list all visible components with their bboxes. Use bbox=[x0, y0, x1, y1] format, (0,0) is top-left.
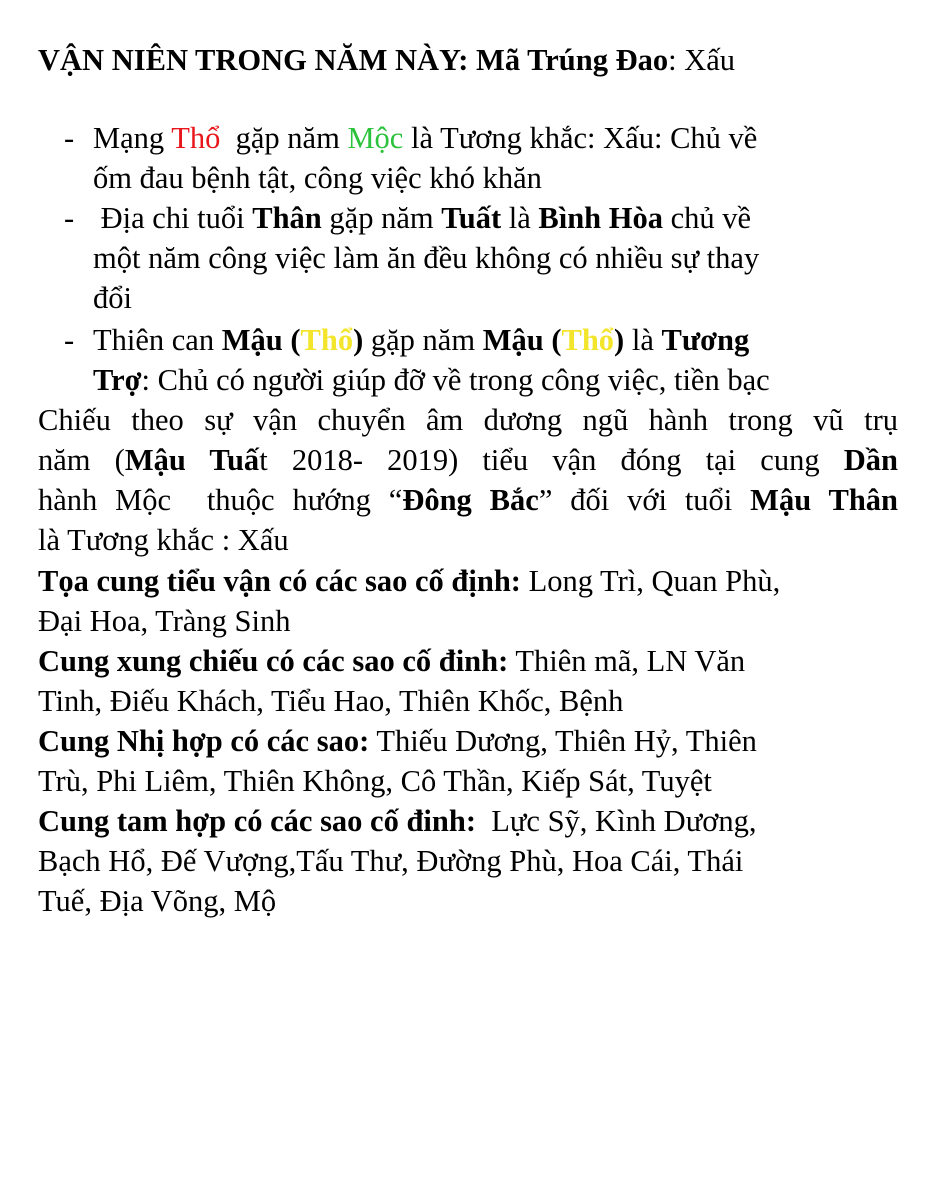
bullet-3-bold-tro: Trợ bbox=[93, 363, 142, 397]
bullet-3-text-c: là bbox=[624, 323, 662, 357]
section-4-label: Cung tam hợp có các sao cố đinh: bbox=[38, 804, 476, 838]
bullet-3-text-b: gặp năm bbox=[363, 323, 483, 357]
para-bold-mau-tuat: Mậu Tuấ bbox=[124, 443, 260, 477]
para-bold-dan: Dần bbox=[843, 443, 898, 477]
bullet-2-bold-than: Thân bbox=[252, 201, 322, 235]
section-1-label: Tọa cung tiểu vận có các sao cố định: bbox=[38, 564, 521, 598]
section-2-line-2: Tinh, Điếu Khách, Tiểu Hao, Thiên Khốc, Bệnh bbox=[38, 684, 624, 718]
section-1-text: Long Trì, Quan Phù, bbox=[520, 564, 781, 598]
title-name: Mã Trúng Đao bbox=[476, 43, 669, 77]
bullet-3-line-2 bbox=[93, 360, 770, 400]
bullet-1-text-c: là Tương khắc: Xấu: Chủ về bbox=[403, 121, 758, 155]
section-1-line-2: Đại Hoa, Tràng Sinh bbox=[38, 604, 291, 638]
title-label: VẬN NIÊN TRONG NĂM NÀY: bbox=[38, 43, 469, 77]
para-line-4: là Tương khắc : Xấu bbox=[38, 523, 289, 557]
para-text-c: hành Mộc thuộc hướng “ bbox=[38, 483, 403, 517]
bullet-3-bold-mau-1: Mậu ( bbox=[221, 323, 301, 357]
title-sep: : bbox=[668, 43, 677, 77]
bullet-dash-3: - bbox=[64, 323, 75, 357]
section-4-line-2: Bạch Hổ, Đế Vượng,Tấu Thư, Đường Phù, Hoa Cái, Thái bbox=[38, 844, 744, 878]
bullet-3-text-a: Thiên can bbox=[93, 323, 222, 357]
bullet-2-bold-binh-hoa: Bình Hòa bbox=[538, 201, 663, 235]
bullet-1-line-1 bbox=[93, 118, 757, 158]
para-text-a: năm ( bbox=[38, 443, 125, 477]
para-line-2 bbox=[38, 440, 898, 480]
bullet-2-line-1 bbox=[93, 198, 751, 238]
section-2-text: Thiên mã, LN Văn bbox=[508, 644, 746, 678]
element-moc-green: Mộc bbox=[347, 121, 404, 155]
bullet-2-bold-tuat: Tuất bbox=[441, 201, 502, 235]
para-text-b: t 2018- 2019) tiểu vận đóng tại cung bbox=[259, 443, 844, 477]
element-tho-yellow-2: Thổ bbox=[561, 323, 615, 357]
bullet-3-paren-2: ) bbox=[614, 323, 625, 357]
section-1-line-1 bbox=[38, 561, 780, 601]
section-4-text: Lực Sỹ, Kình Dương, bbox=[476, 804, 757, 838]
bullet-3-bold-mau-2: Mậu ( bbox=[482, 323, 562, 357]
bullet-2-text-d: chủ về bbox=[663, 201, 752, 235]
bullet-3-text-d: : Chủ có người giúp đỡ về trong công việc, tiền bạc bbox=[141, 363, 770, 397]
bullet-2-text-c: là bbox=[501, 201, 539, 235]
bullet-3-line-1 bbox=[93, 320, 749, 360]
section-3-label: Cung Nhị hợp có các sao: bbox=[38, 724, 370, 758]
bullet-dash-2: - bbox=[64, 201, 75, 235]
para-text-d: ” đối với tuổi bbox=[538, 483, 751, 517]
para-line-3 bbox=[38, 480, 898, 520]
section-3-text: Thiếu Dương, Thiên Hỷ, Thiên bbox=[369, 724, 757, 758]
bullet-dash-1: - bbox=[64, 121, 75, 155]
bullet-2-line-3: đổi bbox=[93, 281, 132, 315]
section-2-line-1 bbox=[38, 641, 745, 681]
para-bold-dong-bac: Đông Bắc bbox=[402, 483, 539, 517]
section-3-line-2: Trù, Phi Liêm, Thiên Không, Cô Thần, Kiếp Sát, Tuyệt bbox=[38, 764, 712, 798]
bullet-1-line-2: ốm đau bệnh tật, công việc khó khăn bbox=[93, 161, 542, 195]
bullet-1-text-b: gặp năm bbox=[220, 121, 348, 155]
bullet-3-paren-1: ) bbox=[353, 323, 364, 357]
bullet-2-text-a: Địa chi tuổi bbox=[93, 201, 253, 235]
para-line-1: Chiếu theo sự vận chuyển âm dương ngũ hành trong vũ trụ bbox=[38, 403, 898, 437]
bullet-2-text-b: gặp năm bbox=[321, 201, 442, 235]
element-tho-yellow-1: Thổ bbox=[300, 323, 354, 357]
section-4-line-1 bbox=[38, 801, 756, 841]
bullet-2-line-2: một năm công việc làm ăn đều không có nhiều sự thay bbox=[93, 241, 760, 275]
element-tho-red: Thổ bbox=[171, 121, 221, 155]
bullet-3-bold-tuong: Tương bbox=[661, 323, 750, 357]
section-2-label: Cung xung chiếu có các sao cố đinh: bbox=[38, 644, 509, 678]
title-verdict: Xấu bbox=[684, 43, 736, 77]
bullet-1-text-a: Mạng bbox=[93, 121, 172, 155]
section-3-line-1 bbox=[38, 721, 757, 761]
section-4-line-3: Tuế, Địa Võng, Mộ bbox=[38, 884, 277, 918]
para-bold-mau-than: Mậu Thân bbox=[750, 483, 899, 517]
document-title bbox=[38, 40, 735, 80]
